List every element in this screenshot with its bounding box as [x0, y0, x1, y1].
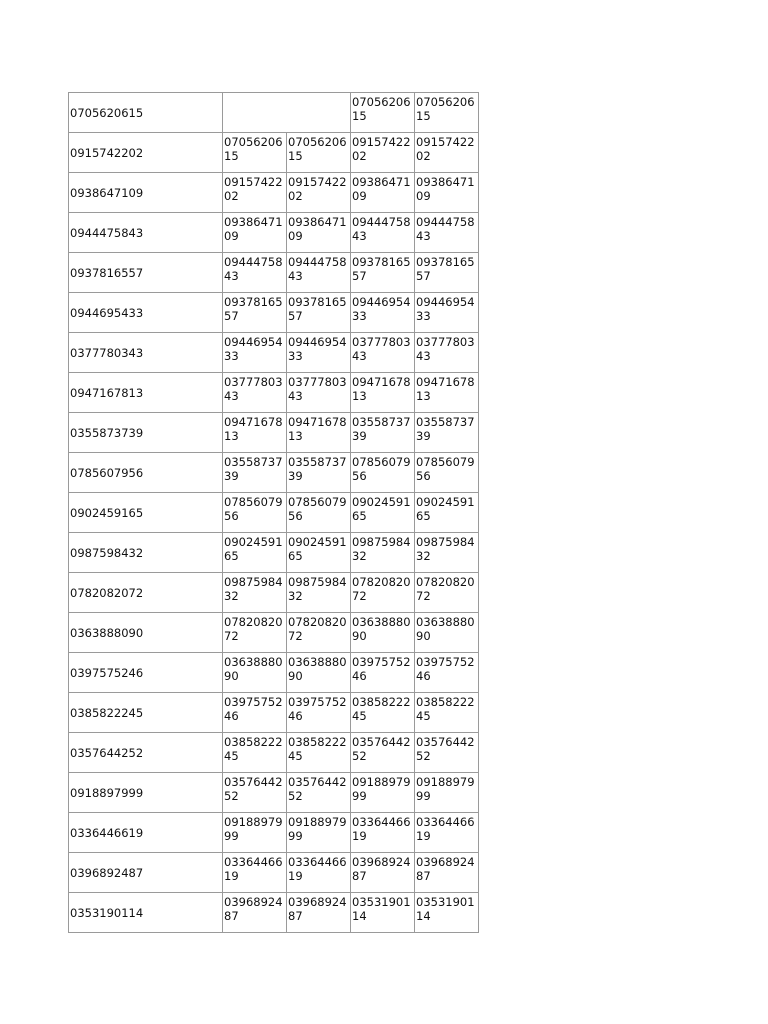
table-row: [69, 93, 479, 133]
table-row: [69, 533, 479, 573]
phone-cell-primary: 0353190114: [69, 893, 223, 933]
phone-cell: 0705620615: [287, 133, 351, 173]
phone-cell: 0944475843: [223, 253, 287, 293]
phone-cell-primary: 0938647109: [69, 173, 223, 213]
phone-cell: 0705620615: [351, 93, 415, 133]
phone-cell-primary: 0937816557: [69, 253, 223, 293]
phone-cell: 0947167813: [287, 413, 351, 453]
phone-cell: 0938647109: [415, 173, 479, 213]
phone-cell: 0377780343: [351, 333, 415, 373]
phone-cell-primary: 0363888090: [69, 613, 223, 653]
phone-cell: 0353190114: [351, 893, 415, 933]
table-row: [69, 693, 479, 733]
phone-cell: 0397575246: [351, 653, 415, 693]
phone-cell-primary: 0947167813: [69, 373, 223, 413]
phone-cell: 0938647109: [223, 213, 287, 253]
phone-cell: [223, 93, 287, 133]
phone-cell: 0782082072: [287, 613, 351, 653]
phone-cell: 0396892487: [287, 893, 351, 933]
phone-cell: 0385822245: [287, 733, 351, 773]
phone-cell: 0902459165: [415, 493, 479, 533]
phone-cell-primary: 0385822245: [69, 693, 223, 733]
phone-cell: 0363888090: [415, 613, 479, 653]
phone-cell-primary: 0396892487: [69, 853, 223, 893]
phone-cell: 0902459165: [223, 533, 287, 573]
phone-cell: 0944695433: [351, 293, 415, 333]
phone-cell-primary: 0987598432: [69, 533, 223, 573]
phone-cell: 0363888090: [223, 653, 287, 693]
phone-cell-primary: 0336446619: [69, 813, 223, 853]
phone-cell: 0385822245: [223, 733, 287, 773]
phone-cell: 0782082072: [351, 573, 415, 613]
phone-cell: 0987598432: [223, 573, 287, 613]
phone-cell: 0938647109: [287, 213, 351, 253]
phone-cell: 0785607956: [351, 453, 415, 493]
phone-cell: 0357644252: [223, 773, 287, 813]
phone-cell: 0947167813: [351, 373, 415, 413]
table-row: [69, 813, 479, 853]
phone-cell-primary: 0902459165: [69, 493, 223, 533]
phone-cell: 0336446619: [223, 853, 287, 893]
phone-cell: 0363888090: [351, 613, 415, 653]
phone-cell-primary: 0944695433: [69, 293, 223, 333]
phone-cell: 0396892487: [415, 853, 479, 893]
phone-cell: 0915742202: [415, 133, 479, 173]
phone-cell: 0377780343: [223, 373, 287, 413]
phone-cell: 0397575246: [223, 693, 287, 733]
phone-cell: [287, 93, 351, 133]
table-row: [69, 893, 479, 933]
phone-cell: 0785607956: [415, 453, 479, 493]
phone-cell: 0397575246: [287, 693, 351, 733]
phone-cell: 0915742202: [287, 173, 351, 213]
phone-cell: 0902459165: [351, 493, 415, 533]
phone-cell: 0363888090: [287, 653, 351, 693]
phone-cell: 0937816557: [223, 293, 287, 333]
phone-cell-primary: 0785607956: [69, 453, 223, 493]
table-row: [69, 613, 479, 653]
phone-cell-primary: 0918897999: [69, 773, 223, 813]
phone-cell: 0944695433: [287, 333, 351, 373]
phone-cell: 0705620615: [223, 133, 287, 173]
phone-cell: 0705620615: [415, 93, 479, 133]
phone-cell: 0353190114: [415, 893, 479, 933]
phone-cell: 0782082072: [415, 573, 479, 613]
table-row: [69, 253, 479, 293]
phone-cell: 0987598432: [287, 573, 351, 613]
phone-cell: 0944695433: [415, 293, 479, 333]
phone-cell: 0357644252: [287, 773, 351, 813]
phone-cell: 0355873739: [351, 413, 415, 453]
phone-cell: 0357644252: [415, 733, 479, 773]
phone-cell: 0902459165: [287, 533, 351, 573]
table-row: [69, 853, 479, 893]
phone-cell-primary: 0705620615: [69, 93, 223, 133]
phone-cell: 0355873739: [415, 413, 479, 453]
phone-cell: 0785607956: [287, 493, 351, 533]
phone-cell: 0397575246: [415, 653, 479, 693]
phone-cell: 0336446619: [351, 813, 415, 853]
phone-cell: 0336446619: [415, 813, 479, 853]
phone-cell: 0944695433: [223, 333, 287, 373]
phone-cell: 0918897999: [287, 813, 351, 853]
phone-cell: 0987598432: [415, 533, 479, 573]
phone-cell-primary: 0355873739: [69, 413, 223, 453]
phone-cell: 0915742202: [223, 173, 287, 213]
phone-cell: 0937816557: [351, 253, 415, 293]
table-row: [69, 493, 479, 533]
phone-cell-primary: 0377780343: [69, 333, 223, 373]
table-row: [69, 413, 479, 453]
phone-cell: 0915742202: [351, 133, 415, 173]
phone-cell: 0782082072: [223, 613, 287, 653]
phone-cell: 0785607956: [223, 493, 287, 533]
phone-cell-primary: 0397575246: [69, 653, 223, 693]
phone-cell: 0336446619: [287, 853, 351, 893]
phone-cell: 0385822245: [351, 693, 415, 733]
phone-cell: 0937816557: [415, 253, 479, 293]
phone-cell: 0918897999: [351, 773, 415, 813]
phone-cell: 0385822245: [415, 693, 479, 733]
phone-cell: 0944475843: [287, 253, 351, 293]
phone-cell: 0377780343: [287, 373, 351, 413]
phone-number-table: [68, 92, 479, 933]
table-row: [69, 773, 479, 813]
table-row: [69, 293, 479, 333]
phone-cell: 0355873739: [287, 453, 351, 493]
phone-cell-primary: 0915742202: [69, 133, 223, 173]
phone-table-body: [69, 93, 479, 933]
phone-cell-primary: 0944475843: [69, 213, 223, 253]
phone-cell: 0987598432: [351, 533, 415, 573]
table-row: [69, 573, 479, 613]
phone-cell: 0947167813: [415, 373, 479, 413]
phone-cell: 0396892487: [223, 893, 287, 933]
table-row: [69, 373, 479, 413]
phone-cell: 0918897999: [223, 813, 287, 853]
table-row: [69, 653, 479, 693]
table-row: [69, 453, 479, 493]
table-row: [69, 333, 479, 373]
phone-cell: 0937816557: [287, 293, 351, 333]
phone-cell: 0944475843: [415, 213, 479, 253]
phone-cell: 0396892487: [351, 853, 415, 893]
phone-cell: 0918897999: [415, 773, 479, 813]
phone-cell: 0938647109: [351, 173, 415, 213]
phone-cell-primary: 0357644252: [69, 733, 223, 773]
table-row: [69, 133, 479, 173]
phone-cell-primary: 0782082072: [69, 573, 223, 613]
table-row: [69, 733, 479, 773]
phone-cell: 0377780343: [415, 333, 479, 373]
phone-cell: 0355873739: [223, 453, 287, 493]
table-row: [69, 173, 479, 213]
phone-cell: 0944475843: [351, 213, 415, 253]
phone-cell: 0947167813: [223, 413, 287, 453]
table-row: [69, 213, 479, 253]
phone-cell: 0357644252: [351, 733, 415, 773]
